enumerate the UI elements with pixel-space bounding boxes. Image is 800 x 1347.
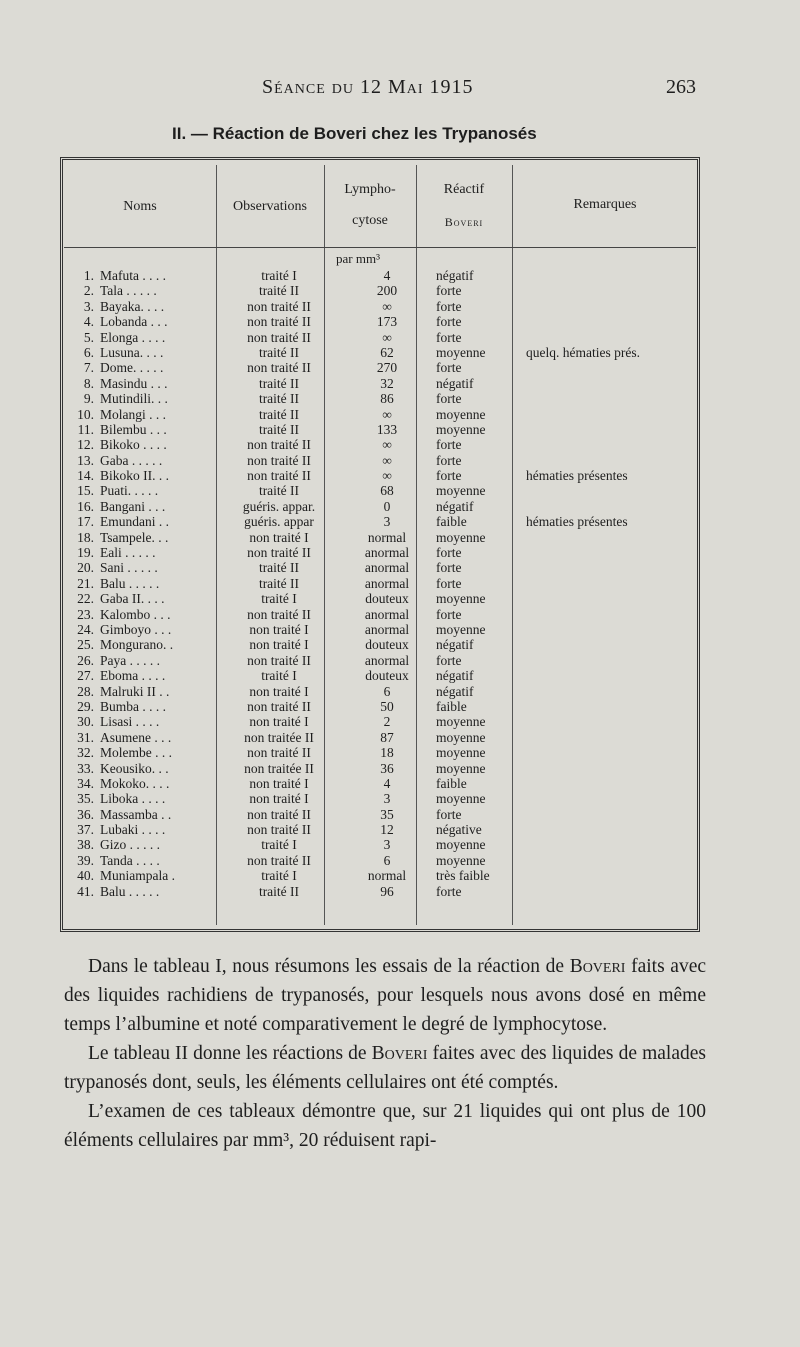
lymphocytose: 62 [380,344,394,360]
table-row [64,299,696,314]
col-header-reactif-1: Réactif [443,182,485,197]
row-number: 12. [77,437,94,453]
observation: traité II [258,560,300,576]
col-header-lympho-1: Lympho- [344,182,396,197]
table-row [64,530,696,545]
patient-name: Lusuna. . . . [100,344,164,360]
reactif-boveri: forte [436,360,462,376]
lymphocytose: anormal [364,560,410,576]
table-row [64,422,696,437]
lymphocytose: 4 [383,268,391,283]
reactif-boveri: moyenne [436,621,486,637]
reactif-boveri: négatif [436,375,474,391]
table-row [64,468,696,483]
table-row [64,453,696,468]
reactif-boveri: moyenne [436,421,486,437]
patient-name: Balu . . . . . [100,575,160,591]
patient-name: Kalombo . . . [100,606,171,622]
header-separator [64,247,696,248]
observation: non traité II [247,437,311,453]
row-number: 27. [77,668,94,684]
lymphocytose: ∞ [382,437,392,453]
observation: non traité I [249,683,309,699]
running-title: Séance du 12 Mai 1915 [262,76,474,98]
table-body [64,268,696,899]
row-number: 22. [77,591,94,607]
reactif-boveri: négatif [436,498,474,514]
table-row [64,776,696,791]
reactif-boveri: moyenne [436,745,486,761]
patient-name: Eboma . . . . [100,668,166,684]
lymphocytose: 270 [376,360,398,376]
patient-name: Molembe . . . [100,745,172,761]
row-number: 40. [77,868,94,884]
lymphocytose: 3 [383,837,391,853]
row-number: 13. [77,452,94,468]
table-row [64,807,696,822]
observation: non traité II [247,698,311,714]
table-row [64,607,696,622]
table-row [64,345,696,360]
lymphocytose: 68 [380,483,394,499]
patient-name: Molangi . . . [100,406,166,422]
reactif-boveri: forte [436,437,462,453]
reactif-boveri: forte [436,391,462,407]
observation: traité I [261,591,297,607]
row-number: 7. [83,360,94,376]
running-head [0,76,800,106]
lymphocytose: anormal [364,545,410,561]
table-row [64,591,696,606]
lymphocytose: normal [367,868,407,884]
table-row [64,391,696,406]
observation: traité II [258,483,300,499]
patient-name: Asumene . . . [100,729,172,745]
patient-name: Paya . . . . . [100,652,160,668]
lymphocytose: 18 [380,745,394,761]
lymphocytose: 200 [376,283,398,299]
lymphocytose: anormal [364,652,410,668]
patient-name: Lisasi . . . . [100,714,160,730]
patient-name: Tanda . . . . [100,852,160,868]
remarque: hématies présentes [526,514,628,530]
table-row [64,576,696,591]
reactif-boveri: forte [436,545,462,561]
observation: guéris. appar [244,514,314,530]
row-number: 15. [77,483,94,499]
observation: non traité II [247,298,311,314]
table-row [64,545,696,560]
table-row [64,560,696,575]
observation: non traité I [249,791,309,807]
observation: traité I [261,268,297,283]
row-number: 21. [77,575,94,591]
observation: non traité II [247,745,311,761]
table-row [64,314,696,329]
lymphocytose: 3 [383,514,391,530]
row-number: 30. [77,714,94,730]
observation: non traité II [247,852,311,868]
unit-label: par mm³ [336,251,380,266]
patient-name: Gaba II. . . . [100,591,165,607]
observation: traité II [258,421,300,437]
row-number: 26. [77,652,94,668]
section-title: II. — Réaction de Boveri chez les Trypanosés [172,124,537,143]
table-row [64,437,696,452]
patient-name: Muniampala . [100,868,175,884]
lymphocytose: normal [367,529,407,545]
lymphocytose: 0 [383,498,391,514]
lymphocytose: 86 [380,391,394,407]
reactif-boveri: moyenne [436,760,486,776]
observation: traité II [258,283,300,299]
patient-name: Gaba . . . . . [100,452,163,468]
lymphocytose: ∞ [382,406,392,422]
body-text [64,952,706,1155]
lymphocytose: 6 [383,852,391,868]
patient-name: Balu . . . . . [100,883,160,899]
row-number: 16. [77,498,94,514]
patient-name: Keousiko. . . [100,760,169,776]
lymphocytose: 32 [380,375,394,391]
reactif-boveri: forte [436,652,462,668]
observation: guéris. appar. [242,498,316,514]
table-row [64,653,696,668]
lymphocytose: 6 [383,683,391,699]
observation: non traité II [247,468,311,484]
row-number: 4. [83,314,94,330]
patient-name: Dome. . . . . [100,360,164,376]
lymphocytose: douteux [365,668,409,684]
row-number: 11. [77,421,94,437]
row-number: 29. [77,698,94,714]
row-number: 8. [83,375,94,391]
row-number: 10. [77,406,94,422]
row-number: 20. [77,560,94,576]
patient-name: Elonga . . . . [100,329,166,345]
observation: non traité II [247,314,311,330]
reactif-boveri: moyenne [436,791,486,807]
patient-name: Bikoko . . . . [100,437,167,453]
row-number: 24. [77,621,94,637]
lymphocytose: 87 [380,729,394,745]
row-number: 14. [77,468,94,484]
row-number: 9. [83,391,94,407]
table-row [64,622,696,637]
reactif-boveri: forte [436,806,462,822]
row-number: 33. [77,760,94,776]
col-header-lympho-2: cytose [352,213,388,228]
reactif-boveri: forte [436,283,462,299]
lymphocytose: anormal [364,606,410,622]
patient-name: Liboka . . . . [100,791,166,807]
lymphocytose: ∞ [382,329,392,345]
patient-name: Bangani . . . [100,498,166,514]
observation: traité I [261,868,297,884]
table-row [64,884,696,899]
col-header-noms: Noms [123,199,157,214]
table-row [64,637,696,652]
reactif-boveri: forte [436,883,462,899]
observation: non traité II [247,652,311,668]
lymphocytose: douteux [365,637,409,653]
observation: non traité I [249,637,309,653]
observation: traité II [258,406,300,422]
observation: non traité II [247,822,311,838]
lymphocytose: 173 [376,314,398,330]
paragraph-3: L’examen de ces tableaux démontre que, sur 21 liquides qui ont plus de 100 éléments cellulaires par mm³, 20 réduisent rapi- [64,1101,706,1151]
table-row [64,330,696,345]
row-number: 2. [83,283,94,299]
row-number: 19. [77,545,94,561]
paragraph-2: Le tableau II donne les réactions de Boveri faites avec des liquides de malades trypanosés dont, seuls, les éléments cellulaires ont été comptés. [64,1043,706,1093]
reactif-boveri: forte [436,575,462,591]
col-header-remarques: Remarques [573,197,637,212]
observation: non traitée II [244,760,314,776]
row-number: 36. [77,806,94,822]
lymphocytose: 50 [380,698,394,714]
lymphocytose: 12 [380,822,394,838]
lymphocytose: douteux [365,591,409,607]
row-number: 41. [77,883,94,899]
patient-name: Sani . . . . . [100,560,158,576]
col-header-observations: Observations [233,199,307,214]
table-row [64,730,696,745]
table-row [64,376,696,391]
observation: non traité II [247,452,311,468]
paragraph-1: Dans le tableau I, nous résumons les essais de la réaction de Boveri faits avec des liquides rachidiens de trypanosés, pour lesquels nous avons dosé en même temps l’albumine et noté comparativement le degré de lymphocytose. [64,956,706,1035]
table-row [64,684,696,699]
observation: non traité II [247,606,311,622]
table-row [64,483,696,498]
patient-name: Malruki II . . [100,683,170,699]
observation: non traité I [249,529,309,545]
observation: traité II [258,575,300,591]
table-row [64,837,696,852]
row-number: 38. [77,837,94,853]
patient-name: Gimboyo . . . [100,621,172,637]
table-row [64,514,696,529]
reactif-boveri: très faible [436,868,490,884]
observation: traité II [258,344,300,360]
observation: non traité II [247,329,311,345]
observation: non traité II [247,360,311,376]
table-row [64,745,696,760]
reactif-boveri: forte [436,314,462,330]
table-row [64,407,696,422]
page-number: 263 [666,76,696,98]
patient-name: Mongurano. . [100,637,174,653]
reactif-boveri: moyenne [436,714,486,730]
observation: non traité II [247,545,311,561]
lymphocytose: 35 [380,806,394,822]
reactif-boveri: forte [436,298,462,314]
patient-name: Bayaka. . . . [100,298,165,314]
lymphocytose: 4 [383,775,391,791]
table-row [64,699,696,714]
row-number: 35. [77,791,94,807]
reactif-boveri: forte [436,468,462,484]
row-number: 34. [77,775,94,791]
lymphocytose: ∞ [382,298,392,314]
row-number: 17. [77,514,94,530]
row-number: 18. [77,529,94,545]
row-number: 1. [83,268,94,283]
lymphocytose: ∞ [382,468,392,484]
reactif-boveri: faible [436,514,467,530]
lymphocytose: 96 [380,883,394,899]
reactif-boveri: forte [436,452,462,468]
patient-name: Gizo . . . . . [100,837,160,853]
patient-name: Massamba . . [100,806,172,822]
observation: traité I [261,668,297,684]
row-number: 32. [77,745,94,761]
reactif-boveri: moyenne [436,591,486,607]
reactif-boveri: faible [436,698,467,714]
patient-name: Eali . . . . . [100,545,156,561]
reactif-boveri: moyenne [436,406,486,422]
lymphocytose: ∞ [382,452,392,468]
reactif-boveri: moyenne [436,344,486,360]
observation: traité II [258,883,300,899]
table-row [64,283,696,298]
reactif-boveri: négative [436,822,482,838]
remarque: hématies présentes [526,468,628,484]
observation: non traité II [247,806,311,822]
observation: traité I [261,837,297,853]
patient-name: Tsampele. . . [100,529,169,545]
patient-name: Tala . . . . . [100,283,157,299]
reactif-boveri: négatif [436,668,474,684]
table-row [64,822,696,837]
table-row [64,714,696,729]
row-number: 6. [83,344,94,360]
reactif-boveri: moyenne [436,729,486,745]
patient-name: Masindu . . . [100,375,168,391]
table-row [64,360,696,375]
reactif-boveri: négatif [436,683,474,699]
reactif-boveri: négatif [436,637,474,653]
col-header-reactif-2: Boveri [444,215,484,229]
observation: non traité I [249,714,309,730]
table-row [64,853,696,868]
lymphocytose: 2 [383,714,391,730]
reactif-boveri: moyenne [436,483,486,499]
table-row [64,499,696,514]
table-row [64,761,696,776]
patient-name: Bikoko II. . . [100,468,169,484]
reactif-boveri: forte [436,329,462,345]
table-row [64,868,696,883]
observation: traité II [258,375,300,391]
row-number: 5. [83,329,94,345]
patient-name: Mafuta . . . . [100,268,166,283]
reactif-boveri: moyenne [436,837,486,853]
observation: non traitée II [244,729,314,745]
patient-name: Puati. . . . . [100,483,159,499]
lymphocytose: 3 [383,791,391,807]
row-number: 3. [83,298,94,314]
lymphocytose: 133 [376,421,398,437]
lymphocytose: anormal [364,575,410,591]
lymphocytose: 36 [380,760,394,776]
table-row [64,268,696,283]
patient-name: Emundani . . [100,514,169,530]
patient-name: Mokoko. . . . [100,775,170,791]
row-number: 28. [77,683,94,699]
patient-name: Mutindili. . . [100,391,168,407]
reactif-boveri: moyenne [436,852,486,868]
row-number: 31. [77,729,94,745]
table-row [64,668,696,683]
patient-name: Bumba . . . . [100,698,166,714]
row-number: 39. [77,852,94,868]
observation: non traité I [249,775,309,791]
patient-name: Bilembu . . . [100,421,167,437]
reactif-boveri: moyenne [436,529,486,545]
row-number: 23. [77,606,94,622]
table-row [64,791,696,806]
row-number: 37. [77,822,94,838]
reactif-boveri: négatif [436,268,474,283]
reactif-boveri: forte [436,560,462,576]
reactif-boveri: forte [436,606,462,622]
remarque: quelq. hématies prés. [526,344,640,360]
observation: traité II [258,391,300,407]
lymphocytose: anormal [364,621,410,637]
reactif-boveri: faible [436,775,467,791]
patient-name: Lobanda . . . [100,314,168,330]
observation: non traité I [249,621,309,637]
patient-name: Lubaki . . . . [100,822,166,838]
row-number: 25. [77,637,94,653]
